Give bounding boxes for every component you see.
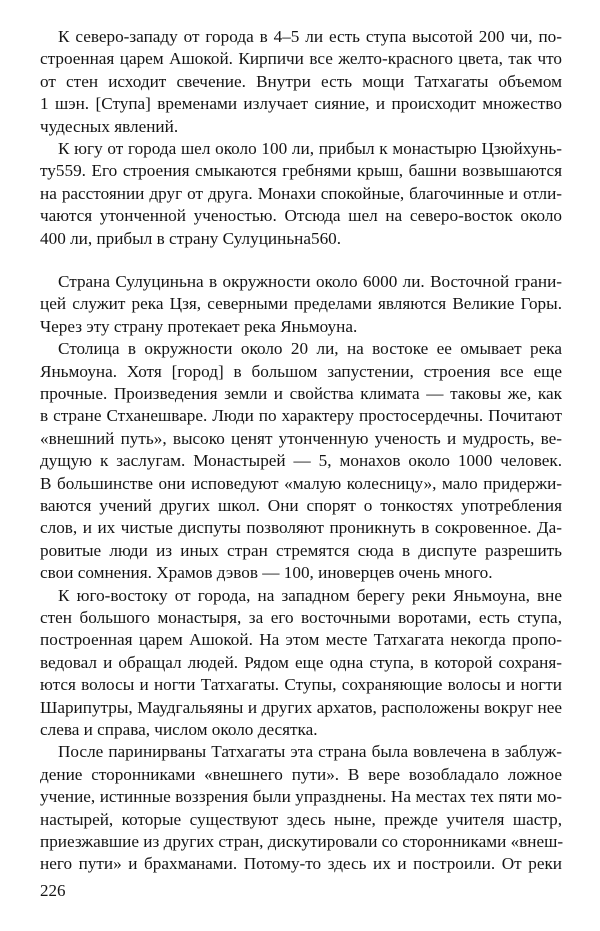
text-line: построенная царем Ашокой. На этом месте Татхагата некогда пропо-	[40, 630, 562, 650]
text-line: Столица в окружности около 20 ли, на востоке ее омывает река	[58, 339, 562, 359]
text-line: цей служит река Цзя, северными пределами являются Великие Горы.	[40, 294, 562, 314]
text-line: стен большого монастыря, за его восточными воротами, есть ступа,	[40, 608, 562, 627]
text-line: учение, истинные воззрения были упразднены. На местах тех пяти мо-	[40, 787, 562, 807]
text-line: дущую к заслугам. Монастырей — 5, монахов около 1000 человек.	[40, 451, 562, 471]
text-line: прочные. Произведения земли и свойства климата — таковы же, как	[40, 384, 562, 403]
text-line: «внешний путь», высоко ценят утонченную ученость и мудрость, ве-	[40, 428, 562, 448]
text-line: Яньмоуна. Хотя [город] в большом запустении, строения все еще	[40, 361, 562, 381]
text-line: ваются учений других школ. Они спорят о тонкостях употребления	[40, 496, 562, 515]
text-line: на расстоянии друг от друга. Монахи спокойные, благочинные и отли-	[40, 183, 562, 203]
text-line: Через эту страну протекает река Яньмоуна.	[40, 316, 358, 336]
page-number: 226	[40, 881, 66, 900]
text-line: от стен исходит свечение. Внутри есть мощи Татхагаты объемом	[40, 71, 562, 91]
text-line: К югу от города шел около 100 ли, прибыл к монастырю Цзюйхунь-	[58, 139, 562, 158]
text-line: 400 ли, прибыл в страну Сулуциньна560.	[40, 228, 342, 248]
text-line: К юго-востоку от города, на западном берегу реки Яньмоуна, вне	[58, 585, 562, 605]
text-line: свои сомнения. Храмов дэвов — 100, иноверцев очень много.	[40, 563, 493, 583]
text-line: ту559. Его строения смыкаются гребнями крыш, башни возвышаются	[40, 161, 562, 181]
text-line: чаются утонченной ученостью. Отсюда шел на северо-восток около	[40, 206, 562, 226]
text-line: ровитые люди из иных стран стремятся сюда в диспуте разрешить	[40, 540, 562, 560]
text-line: Страна Сулуциньна в окружности около 6000 ли. Восточной грани-	[58, 272, 562, 291]
text-line: дение сторонниками «внешнего пути». В вере возобладало ложное	[40, 764, 562, 784]
text-line: настырей, которые существуют здесь ныне, прежде учителя шастр,	[40, 809, 562, 829]
text-line: него пути» и брахманами. Потому-то здесь их и построили. От реки	[40, 854, 562, 874]
text-line: строенная царем Ашокой. Кирпичи все желто-красного цвета, так что	[40, 49, 562, 69]
text-line: После паринирваны Татхагаты эта страна была вовлечена в заблуж-	[58, 742, 562, 762]
text-line: В большинстве они исповедуют «малую колесницу», мало придержи-	[40, 473, 562, 493]
text-line: приезжавшие из других стран, дискутировали со сторонниками «внеш-	[40, 832, 564, 851]
text-line: Шарипутры, Маудгальяяны и других архатов, расположены вокруг нее	[40, 697, 562, 717]
text-line: в стране Стханешваре. Люди по характеру простосердечны. Почитают	[40, 406, 562, 426]
text-line: слева и справа, числом около десятка.	[40, 720, 318, 739]
text-line: слов, и их чистые диспуты позволяют проникнуть в сокровенное. Да-	[40, 518, 562, 538]
text-line: чудесных явлений.	[40, 116, 179, 136]
text-line: ведовал и обращал людей. Рядом еще одна ступа, в которой сохраня-	[40, 652, 562, 672]
text-line: 1 шэн. [Ступа] временами излучает сияние, и происходит множество	[40, 94, 562, 114]
text-line: ются волосы и ногти Татхагаты. Ступы, сохраняющие волосы и ногти	[40, 675, 562, 695]
text-line: К северо-западу от города в 4–5 ли есть ступа высотой 200 чи, по-	[58, 27, 562, 46]
